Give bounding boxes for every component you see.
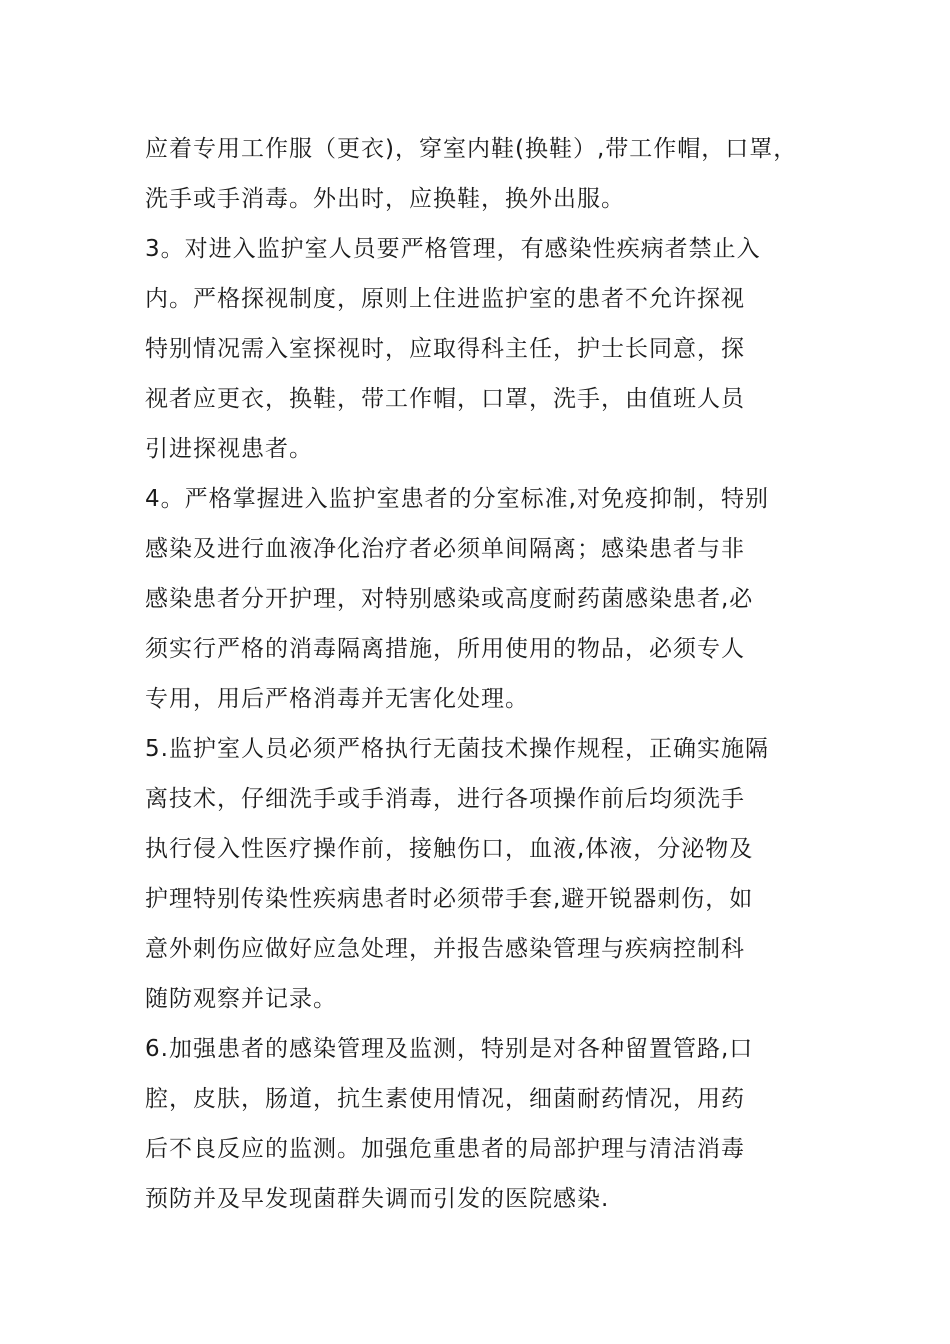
text-line-6: 视者应更衣，换鞋，带工作帽，口罩，洗手，由值班人员	[145, 386, 745, 412]
text-line-16: 护理特别传染性疾病患者时必须带手套,避开锐器刺伤，如	[145, 886, 754, 912]
text-line-4: 内。严格探视制度，原则上住进监护室的患者不允许探视	[145, 286, 745, 312]
text-line-1: 应着专用工作服（更衣)，穿室内鞋(换鞋）,带工作帽，口罩，	[145, 136, 798, 162]
document-body	[145, 124, 845, 1224]
text-line-14: 离技术，仔细洗手或手消毒，进行各项操作前后均须洗手	[145, 786, 745, 812]
text-line-17: 意外刺伤应做好应急处理，并报告感染管理与疾病控制科	[145, 936, 745, 962]
text-line-10: 感染患者分开护理，对特别感染或高度耐药菌感染患者,必	[145, 586, 754, 612]
text-line-22: 预防并及早发现菌群失调而引发的医院感染.	[145, 1186, 610, 1212]
text-line-15: 执行侵入性医疗操作前，接触伤口，血液,体液，分泌物及	[145, 836, 754, 862]
text-line-2: 洗手或手消毒。外出时，应换鞋，换外出服。	[145, 186, 625, 212]
text-line-20: 腔，皮肤，肠道，抗生素使用情况，细菌耐药情况，用药	[145, 1086, 745, 1112]
text-line-21: 后不良反应的监测。加强危重患者的局部护理与清洁消毒	[145, 1136, 745, 1162]
text-line-12: 专用，用后严格消毒并无害化处理。	[145, 686, 529, 712]
text-line-18: 随防观察并记录。	[145, 986, 337, 1012]
text-line-19: 6.加强患者的感染管理及监测，特别是对各种留置管路,口	[145, 1036, 754, 1062]
text-line-8: 4。严格掌握进入监护室患者的分室标准,对免疫抑制，特别	[145, 486, 769, 512]
text-line-3: 3。对进入监护室人员要严格管理，有感染性疾病者禁止入	[145, 236, 761, 262]
text-line-7: 引进探视患者。	[145, 436, 313, 462]
text-line-9: 感染及进行血液净化治疗者必须单间隔离；感染患者与非	[145, 536, 745, 562]
text-line-13: 5.监护室人员必须严格执行无菌技术操作规程，正确实施隔	[145, 736, 769, 762]
text-line-5: 特别情况需入室探视时，应取得科主任，护士长同意，探	[145, 336, 745, 362]
text-line-11: 须实行严格的消毒隔离措施，所用使用的物品，必须专人	[145, 636, 745, 662]
